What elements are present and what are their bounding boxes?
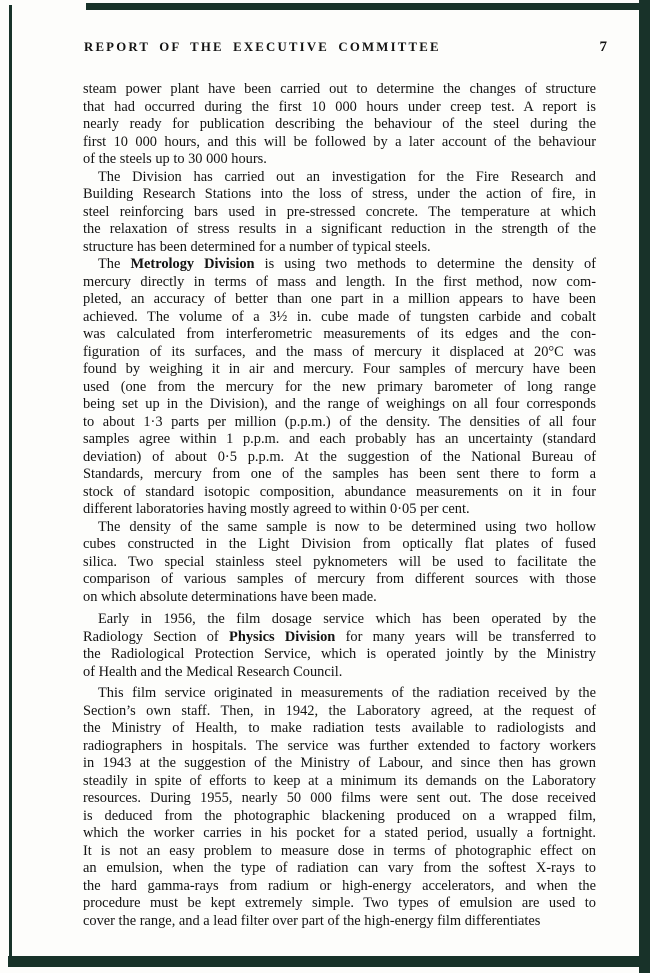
running-head	[84, 39, 607, 55]
text-segment: is using two methods to determine the density of	[254, 256, 596, 272]
text-line	[83, 291, 596, 309]
text-line	[83, 646, 596, 664]
text-line	[83, 151, 596, 169]
text-line	[83, 414, 596, 432]
text-line	[83, 344, 596, 362]
bold-text: Physics Division	[229, 628, 336, 645]
text-line	[83, 878, 596, 896]
text-line	[83, 738, 596, 756]
text-segment: of Health and the Medical Research Council.	[83, 663, 343, 680]
text-line	[83, 825, 596, 843]
text-line	[83, 685, 596, 703]
text-line	[83, 895, 596, 913]
text-segment: for many years will be transferred to	[335, 628, 597, 645]
text-segment: an emulsion, when the type of radiation can vary from the softest X-rays to	[83, 860, 596, 876]
text-segment: comparison of various samples of mercury from different sources with those	[83, 571, 596, 587]
text-line	[83, 326, 596, 344]
text-segment: steadily in spite of efforts to keep at a minimum its demands on the Laboratory	[83, 772, 596, 789]
text-line	[83, 860, 596, 878]
text-segment: the Radiological Protection Service, which is operated jointly by the Ministry	[83, 646, 596, 662]
text-line	[83, 773, 596, 791]
text-line	[83, 571, 596, 589]
text-segment: The density of the same sample is now to be determined using two hollow	[98, 518, 596, 535]
body-text	[83, 81, 596, 930]
text-line	[83, 99, 596, 117]
text-line	[83, 664, 596, 682]
text-segment: first 10 000 hours, and this will be followed by a later account of the behaviour	[83, 133, 596, 150]
text-line	[83, 501, 596, 519]
text-line	[83, 256, 596, 274]
text-line	[83, 186, 596, 204]
text-segment: the relaxation of stress results in a significant reduction in the strength of the	[83, 221, 596, 237]
text-segment: The Division has carried out an investigation for the Fire Research and	[98, 168, 596, 185]
text-line	[83, 554, 596, 572]
text-line	[83, 379, 596, 397]
paragraph	[83, 611, 596, 681]
text-segment: cubes constructed in the Light Division from optically flat plates of fused	[83, 536, 596, 552]
text-line	[83, 611, 596, 629]
text-segment: Early in 1956, the film dosage service which has been operated by the	[98, 611, 596, 627]
scan-edge-bottom	[8, 956, 640, 967]
text-line	[83, 116, 596, 134]
text-line	[83, 169, 596, 187]
text-segment: stock of standard isotopic composition, abundance measurements on it in four	[83, 483, 596, 500]
paragraph	[83, 81, 596, 169]
text-segment: silica. Two special stainless steel pyknometers will be used to facilitate the	[83, 553, 596, 570]
text-segment: on which absolute determinations have been made.	[83, 588, 377, 605]
text-segment: the Ministry of Health, to make radiation tests available to radiologists and	[83, 720, 596, 736]
text-line	[83, 204, 596, 222]
text-line	[83, 81, 596, 99]
text-segment: radiographers in hospitals. The service was further extended to factory workers	[83, 737, 596, 754]
text-line	[83, 629, 596, 647]
text-segment: Radiology Section of	[83, 628, 230, 645]
scan-edge-right	[639, 0, 650, 973]
text-segment: It is not an easy problem to measure dose in terms of photographic effect on	[83, 842, 596, 859]
text-segment: deviation) of about 0·5 p.p.m. At the suggestion of the National Bureau of	[83, 448, 596, 465]
scan-edge-left	[9, 5, 12, 957]
text-segment: nearly ready for publication describing the behaviour of the steel during the	[83, 116, 596, 132]
text-line	[83, 703, 596, 721]
paragraph	[83, 256, 596, 519]
text-segment: of the steels up to 30 000 hours.	[83, 151, 267, 167]
text-line	[83, 755, 596, 773]
text-segment: This film service originated in measurements of the radiation received by the	[98, 685, 596, 701]
text-line	[83, 720, 596, 738]
text-line	[83, 466, 596, 484]
text-line	[83, 519, 596, 537]
text-line	[83, 221, 596, 239]
text-segment: samples agree within 1 p.p.m. and each probably has an uncertainty (standard	[83, 431, 596, 447]
text-segment: Section’s own staff. Then, in 1942, the Laboratory agreed, at the request of	[83, 702, 596, 719]
text-line	[83, 309, 596, 327]
text-segment: is deduced from the photographic blackening produced on a wrapped film,	[83, 807, 596, 824]
bold-text: Metrology Division	[130, 256, 255, 272]
text-segment: being set up in the Division), and the range of weighings on all four corresponds	[83, 396, 596, 412]
text-line	[83, 431, 596, 449]
text-line	[83, 790, 596, 808]
text-segment: that had occurred during the first 10 000 hours under creep test. A report is	[83, 98, 596, 115]
text-segment: procedure must be kept extremely simple. Two types of emulsion are used to	[83, 895, 596, 911]
text-segment: to about 1·3 parts per million (p.p.m.) of the density. The densities of all four	[83, 413, 596, 430]
text-segment: which the worker carries in his pocket for a stated period, usually a fortnight.	[83, 825, 596, 841]
text-line	[83, 536, 596, 554]
text-line	[83, 239, 596, 257]
text-line	[83, 274, 596, 292]
text-segment: resources. During 1955, nearly 50 000 films were sent out. The dose received	[83, 790, 596, 806]
text-segment: steam power plant have been carried out to determine the changes of structure	[83, 81, 596, 97]
text-segment: achieved. The volume of a 3½ in. cube made of tungsten carbide and cobalt	[83, 308, 596, 325]
paragraph	[83, 685, 596, 930]
text-segment: Building Research Stations into the loss of stress, under the action of fire, in	[83, 186, 596, 202]
text-segment: used (one from the mercury for the new primary barometer of long range	[83, 378, 596, 395]
text-line	[83, 484, 596, 502]
text-segment: steel reinforcing bars used in pre-stressed concrete. The temperature at which	[83, 203, 596, 220]
text-segment: cover the range, and a lead filter over part of the high-energy film differentiates	[83, 912, 541, 929]
text-segment: the hard gamma-rays from radium or high-energy accelerators, and when the	[83, 877, 596, 894]
text-segment: different laboratories having mostly agreed to within 0·05 per cent.	[83, 501, 470, 517]
page-number: 7	[599, 39, 607, 55]
scan-edge-top	[86, 3, 650, 10]
running-title: REPORT OF THE EXECUTIVE COMMITTEE	[84, 40, 441, 54]
text-line	[83, 361, 596, 379]
text-line	[83, 913, 596, 931]
text-segment: structure has been determined for a number of typical steels.	[83, 238, 431, 255]
text-line	[83, 843, 596, 861]
text-segment: was calculated from interferometric measurements of its edges and the con-	[83, 326, 596, 342]
text-line	[83, 396, 596, 414]
paragraph	[83, 519, 596, 607]
text-line	[83, 449, 596, 467]
text-segment: found by weighing it in air and mercury. Four samples of mercury have been	[83, 361, 596, 377]
text-segment: pleted, an accuracy of better than one part in a million appears to have been	[83, 291, 596, 307]
text-line	[83, 134, 596, 152]
text-segment: in 1943 at the suggestion of the Ministry of Labour, and since then has grown	[83, 755, 596, 771]
text-segment: Standards, mercury from one of the samples has been sent there to form a	[83, 466, 596, 482]
paragraph	[83, 169, 596, 257]
text-segment: figuration of its surfaces, and the mass of mercury it displaced at 20°C was	[83, 343, 596, 360]
text-segment: The	[98, 256, 131, 272]
text-line	[83, 589, 596, 607]
text-segment: mercury directly in terms of mass and length. In the first method, now com-	[83, 273, 596, 290]
text-line	[83, 808, 596, 826]
